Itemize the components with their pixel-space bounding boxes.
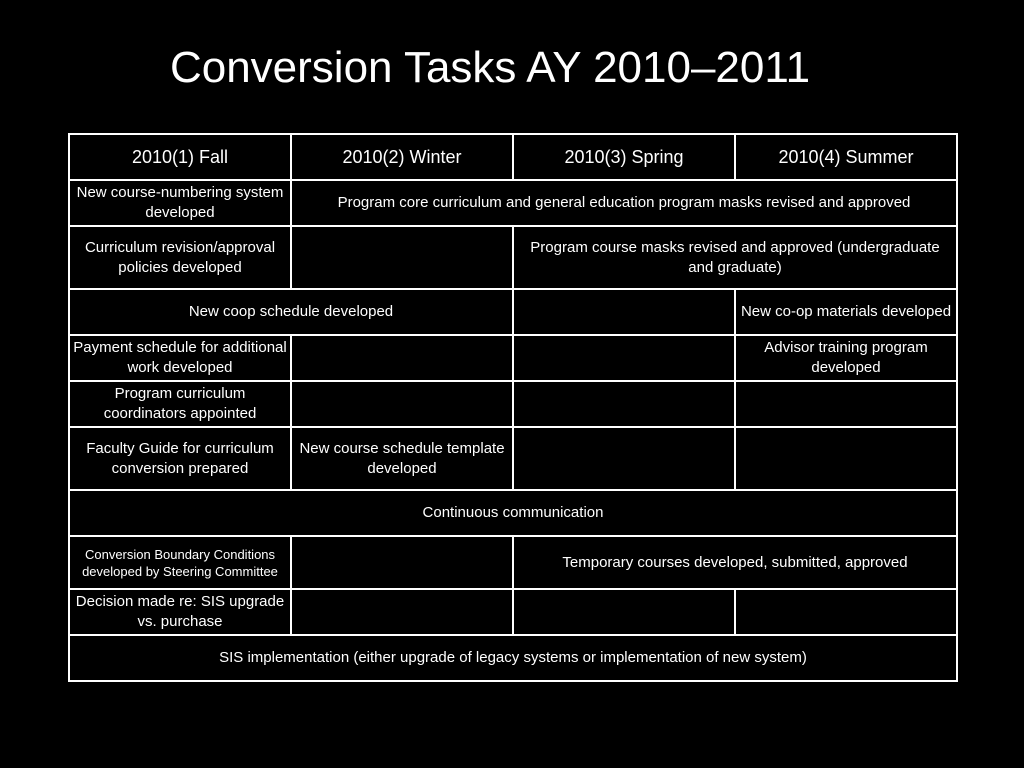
empty-cell <box>735 427 957 490</box>
header-winter: 2010(2) Winter <box>291 134 513 180</box>
task-cell: Curriculum revision/approval policies developed <box>69 226 291 289</box>
table-row <box>69 226 957 289</box>
task-cell: Program core curriculum and general education program masks revised and approved <box>291 180 957 226</box>
empty-cell <box>291 335 513 381</box>
empty-cell <box>513 589 735 635</box>
task-cell: Decision made re: SIS upgrade vs. purchase <box>69 589 291 635</box>
table-row <box>69 589 957 635</box>
task-cell: Continuous communication <box>69 490 957 536</box>
task-cell: Payment schedule for additional work developed <box>69 335 291 381</box>
empty-cell <box>735 589 957 635</box>
empty-cell <box>513 381 735 427</box>
slide-title: Conversion Tasks AY 2010–2011 <box>169 43 811 92</box>
empty-cell <box>513 427 735 490</box>
table-row <box>69 289 957 335</box>
empty-cell <box>735 381 957 427</box>
task-cell: New course schedule template developed <box>291 427 513 490</box>
table-header-row <box>69 134 957 180</box>
task-cell: New coop schedule developed <box>69 289 513 335</box>
task-cell: SIS implementation (either upgrade of legacy systems or implementation of new system) <box>69 635 957 681</box>
empty-cell <box>513 289 735 335</box>
empty-cell <box>291 589 513 635</box>
header-summer: 2010(4) Summer <box>735 134 957 180</box>
empty-cell <box>291 536 513 589</box>
conversion-tasks-table <box>68 133 958 682</box>
table-row <box>69 427 957 490</box>
table-row <box>69 180 957 226</box>
task-cell: Advisor training program developed <box>735 335 957 381</box>
empty-cell <box>291 226 513 289</box>
task-cell: Program curriculum coordinators appointed <box>69 381 291 427</box>
table-row <box>69 490 957 536</box>
task-cell: Faculty Guide for curriculum conversion prepared <box>69 427 291 490</box>
header-spring: 2010(3) Spring <box>513 134 735 180</box>
task-cell: Conversion Boundary Conditions developed by Steering Committee <box>69 536 291 589</box>
task-cell: New course-numbering system developed <box>69 180 291 226</box>
table-row <box>69 536 957 589</box>
table-row <box>69 381 957 427</box>
empty-cell <box>291 381 513 427</box>
task-cell: Program course masks revised and approved (undergraduate and graduate) <box>513 226 957 289</box>
table-row <box>69 635 957 681</box>
table-row <box>69 335 957 381</box>
task-cell: Temporary courses developed, submitted, approved <box>513 536 957 589</box>
empty-cell <box>513 335 735 381</box>
task-cell: New co-op materials developed <box>735 289 957 335</box>
header-fall: 2010(1) Fall <box>69 134 291 180</box>
